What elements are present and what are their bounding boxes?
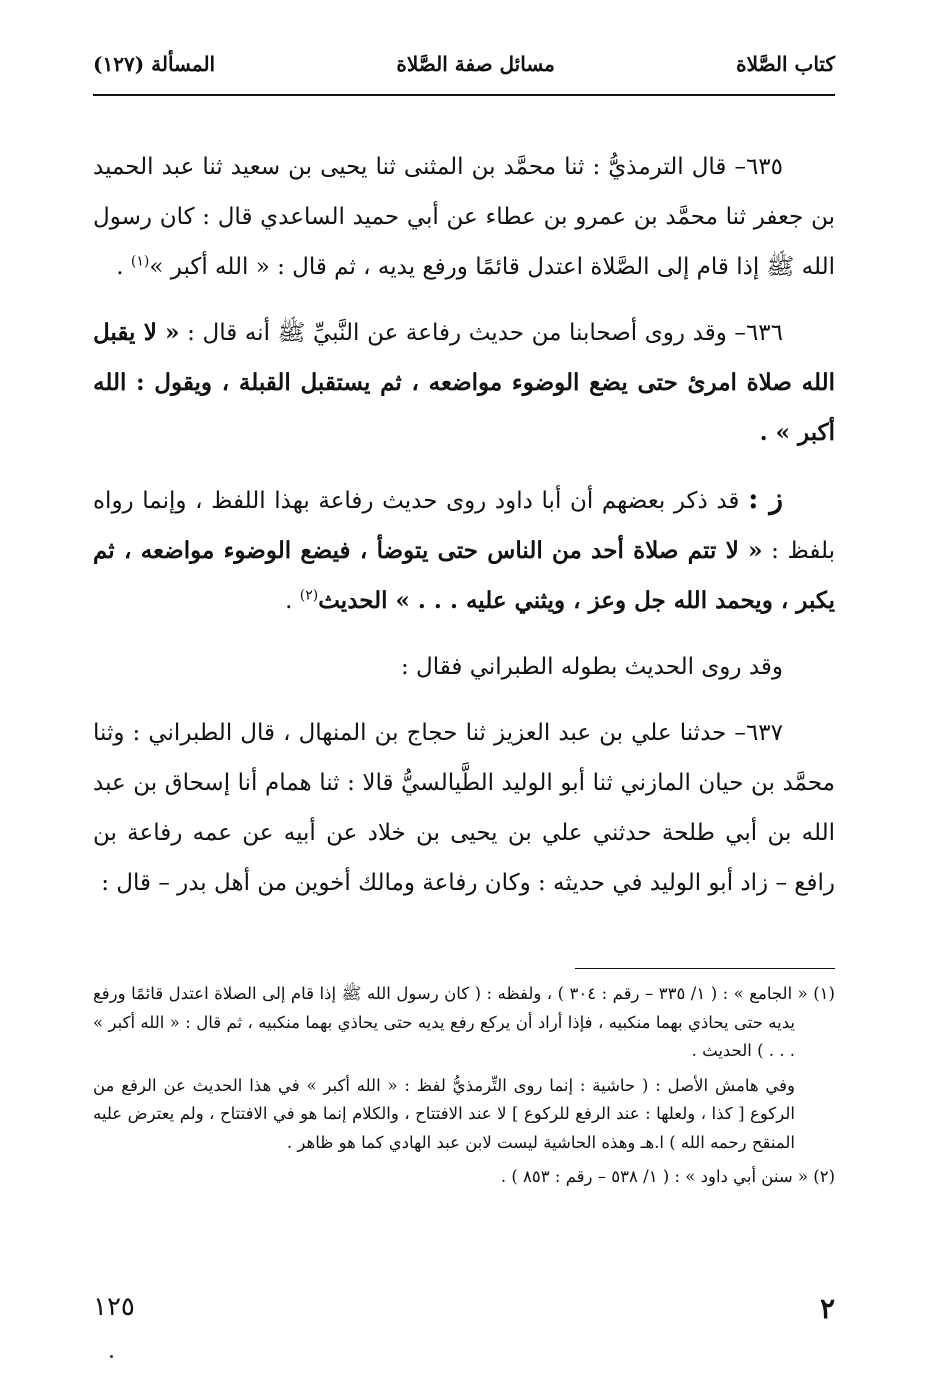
- footnote-1: (١) « الجامع » : ( ١/ ٣٣٥ – رقم : ٣٠٤ ) ، ولفظه : ( كان رسول الله ﷺ إذا قام إلى الصلاة اعتدل قائمًا ورفع يديه حتى يحاذي بهما منكبيه ، فإذا أراد أن يركع رفع يديه حتى يحاذي بهما منكبيه ، ثم قال : « الله أكبر » . . . ) الحديث .: [93, 984, 835, 1060]
- header-chapter-title: مسائل صفة الصَّلاة: [396, 52, 555, 76]
- zai-comment-end: .: [285, 588, 300, 614]
- footnotes: [93, 980, 835, 1198]
- volume-number: ٢: [819, 1292, 835, 1325]
- running-header: [93, 52, 835, 76]
- page-number: ١٢٥: [93, 1292, 135, 1322]
- paragraph-intro: وقد روى الحديث بطوله الطبراني فقال :: [400, 654, 783, 680]
- footnote-ref-1: (١): [130, 253, 150, 270]
- hadith-635-text: ٦٣٥– قال الترمذيُّ : ثنا محمَّد بن المثنى ثنا يحيى بن سعيد ثنا عبد الحميد بن جعفر ثنا محمَّد بن عمرو بن عطاء عن أبي حميد الساعدي قال : كان رسول الله ﷺ إذا قام إلى الصَّلاة اعتدل قائمًا ورفع يديه ، ثم قال : « الله أكبر »: [93, 154, 835, 280]
- header-rule: [93, 94, 835, 96]
- scan-speck: [110, 1355, 113, 1358]
- hadith-635-end: .: [116, 254, 131, 280]
- zai-marker: ز :: [748, 482, 783, 515]
- header-book-title: كتاب الصَّلاة: [736, 52, 835, 76]
- zai-comment-quote: « لا تتم صلاة أحد من الناس حتى يتوضأ ، فيضع الوضوء مواضعه ، ثم يكبر ، ويحمد الله جل وعز ، ويثني عليه . . . » الحديث: [93, 537, 835, 614]
- paragraph-637: ٦٣٧– حدثنا علي بن عبد العزيز ثنا حجاج بن المنهال ، قال الطبراني : وثنا محمَّد بن حيان المازني ثنا أبو الوليد الطَّيالسيُّ قالا : ثنا همام أنا إسحاق بن عبد الله بن أبي طلحة حدثني علي بن يحيى بن خلاد عن أبيه عن عمه رفاعة بن رافع – زاد أبو الوليد في حديثه : وكان رفاعة ومالك أخوين من أهل بدر – قال :: [93, 720, 835, 896]
- zai-comment-lead: قد ذكر بعضهم أن أبا داود روى حديث رفاعة بهذا اللفظ ، وإنما رواه بلفظ :: [93, 488, 835, 564]
- footnote-rule: [575, 968, 835, 969]
- footnote-1-margin-note: وفي هامش الأصل : ( حاشية : إنما روى التِّرمذيُّ لفظ : « الله أكبر » في هذا الحديث عن الرفع من الركوع [ كذا ، ولعلها : عند الرفع للركوع ] لا عند الافتتاح ، والكلام إنما هو في الافتتاح ، ولم يعترض عليه المنقح رحمه الله ) ا.هـ وهذه الحاشية ليست لابن عبد الهادي كما هو ظاهر .: [93, 1075, 795, 1152]
- paragraph-635: [93, 142, 835, 292]
- hadith-636-quote: « لا يقبل الله صلاة امرئ حتى يضع الوضوء مواضعه ، ثم يستقبل القبلة ، ويقول : الله أكبر » .: [93, 319, 835, 446]
- paragraph-zai-comment: [93, 474, 835, 626]
- main-text: [93, 142, 835, 924]
- header-issue-number: المسألة (١٢٧): [93, 52, 216, 76]
- footnote-2: (٢) « سنن أبي داود » : ( ١/ ٥٣٨ – رقم : ٨٥٣ ) .: [500, 1167, 835, 1186]
- hadith-636-lead: ٦٣٦– وقد روى أصحابنا من حديث رفاعة عن النَّبيِّ ﷺ أنه قال :: [179, 320, 783, 346]
- footnote-ref-2: (٢): [299, 587, 319, 604]
- paragraph-636: [93, 308, 835, 458]
